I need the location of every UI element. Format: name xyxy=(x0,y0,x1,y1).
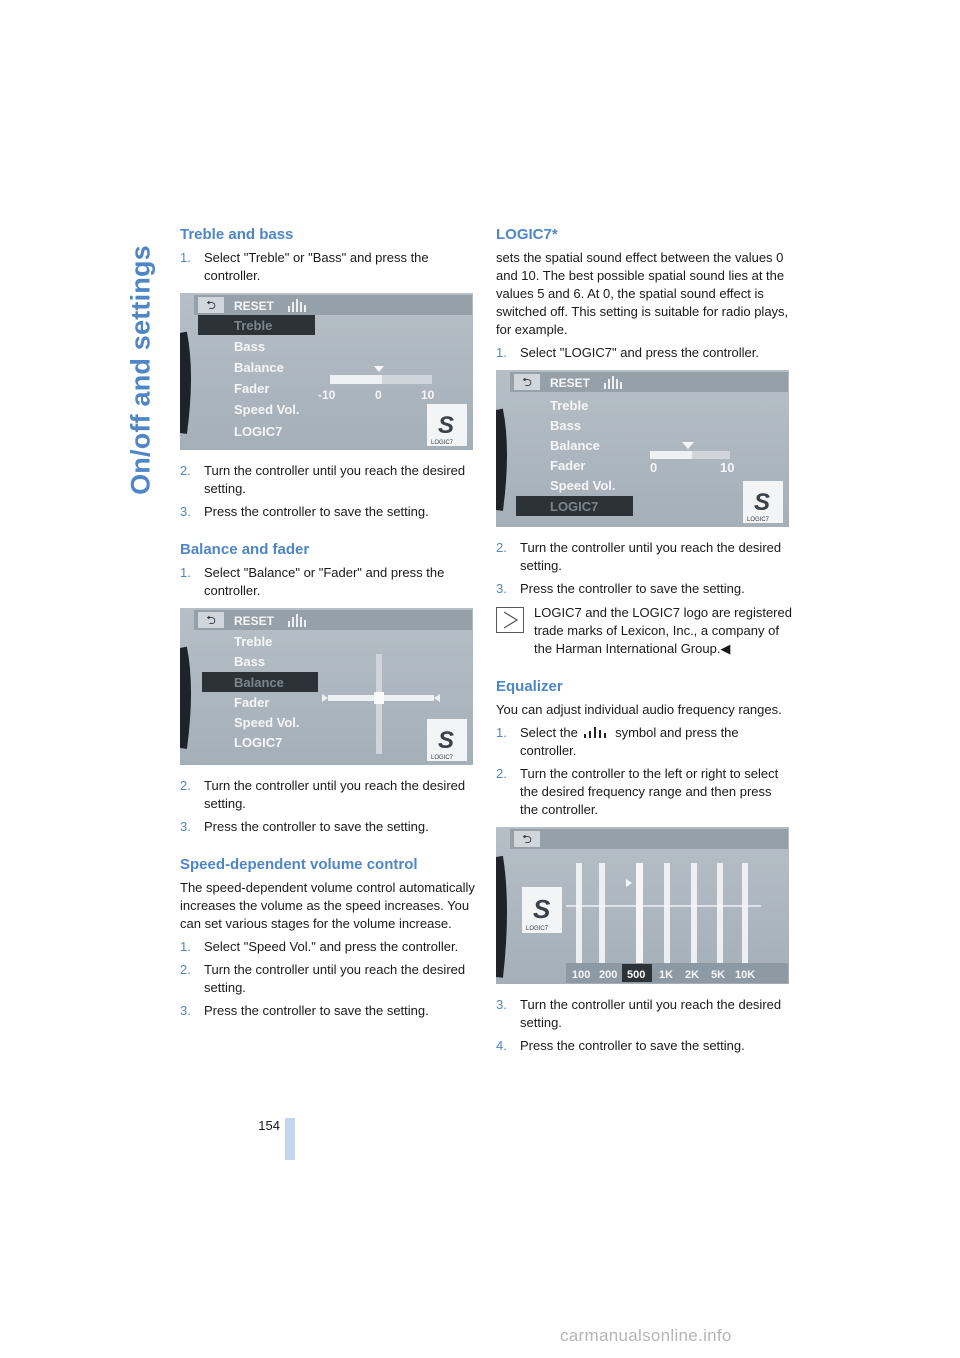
band-1k: 1K xyxy=(659,969,674,981)
equalizer-intro: You can adjust individual audio frequency ranges. xyxy=(496,702,782,717)
list-item: 1. Select "Speed Vol." and press the controller. xyxy=(180,939,459,954)
balance-fader-steps-b xyxy=(180,777,476,836)
menu-item-logic7: LOGIC7 xyxy=(234,424,283,439)
logic7-logo-icon: S xyxy=(438,412,455,439)
menu-item-fader: Fader xyxy=(234,381,270,396)
back-arrow-icon: ⮌ xyxy=(522,375,532,389)
band-10k: 10K xyxy=(735,969,756,981)
trademark-note xyxy=(496,604,792,658)
menu-item-speed-vol: Speed Vol. xyxy=(234,402,300,417)
right-column xyxy=(496,226,792,1061)
list-item: 1. Select "Treble" or "Bass" and press the controller. xyxy=(180,250,429,283)
band-200: 200 xyxy=(599,969,618,981)
equalizer-steps-a xyxy=(496,724,792,819)
list-item: 2. Turn the controller until you reach the desired setting. xyxy=(180,962,466,995)
menu-item-fader: Fader xyxy=(234,695,270,710)
band-2k: 2K xyxy=(685,969,700,981)
step-text-a: Select the xyxy=(520,725,578,740)
step-text: Turn the controller until you reach the desired setting. xyxy=(204,962,466,995)
list-item: 3. Press the controller to save the setting. xyxy=(180,504,429,519)
logic7-intro: sets the spatial sound effect between the values 0 and 10. The best possible spatial sound lies at the values 5 and 6. At 0, the spatial sound effect is switched off. This setting is suitable for radio plays, for example. xyxy=(496,250,789,337)
screenshot-equalizer xyxy=(496,827,789,984)
equalizer-steps-b xyxy=(496,996,792,1055)
logic7-logo-label: LOGIC7 xyxy=(431,755,454,761)
heading-treble-bass: Treble and bass xyxy=(180,226,294,243)
list-item: 2. Turn the controller until you reach the desired setting. xyxy=(180,463,466,496)
scale-min: -10 xyxy=(318,388,336,402)
equalizer-symbol-icon xyxy=(581,727,611,738)
step-text: Turn the controller until you reach the desired setting. xyxy=(520,540,782,573)
treble-bass-steps-a xyxy=(180,249,476,285)
list-item: 1. Select the symbol and press the controller. xyxy=(496,725,739,758)
menu-item-speed-vol: Speed Vol. xyxy=(550,478,616,493)
balance-fader-steps-a xyxy=(180,564,476,600)
watermark: carmanualsonline.info xyxy=(560,1326,732,1345)
menu-item-logic7: LOGIC7 xyxy=(550,499,599,514)
screenshot-treble-bass xyxy=(180,293,473,450)
band-selector-marker-icon xyxy=(626,879,632,887)
step-text: Select "Treble" or "Bass" and press the controller. xyxy=(204,250,429,283)
list-item: 3. Press the controller to save the setting. xyxy=(496,581,745,596)
back-arrow-icon: ⮌ xyxy=(206,298,216,312)
band-500: 500 xyxy=(627,969,646,981)
menu-item-bass: Bass xyxy=(234,339,266,354)
list-item: 2. Turn the controller until you reach the desired setting. xyxy=(180,778,466,811)
logic7-steps-b xyxy=(496,539,792,598)
reset-label: RESET xyxy=(550,376,591,390)
back-arrow-icon: ⮌ xyxy=(206,613,216,627)
back-arrow-icon: ⮌ xyxy=(522,832,532,846)
logic7-steps-a xyxy=(496,344,792,362)
screenshot-logic7 xyxy=(496,370,789,527)
reset-label: RESET xyxy=(234,614,275,628)
menu-item-treble: Treble xyxy=(550,398,589,413)
menu-item-fader: Fader xyxy=(550,458,586,473)
logic7-logo-label: LOGIC7 xyxy=(747,517,770,523)
page-number-bar xyxy=(285,1118,295,1160)
list-item: 1. Select "Balance" or "Fader" and press the controller. xyxy=(180,565,445,598)
menu-item-logic7: LOGIC7 xyxy=(234,735,283,750)
list-item: 4. Press the controller to save the setting. xyxy=(496,1038,745,1053)
step-text: Turn the controller until you reach the desired setting. xyxy=(204,463,466,496)
slider-marker-icon xyxy=(374,366,384,372)
step-text: Press the controller to save the setting. xyxy=(204,504,429,519)
band-100: 100 xyxy=(572,969,591,981)
logic7-logo-label: LOGIC7 xyxy=(431,440,454,446)
scale-min: 0 xyxy=(650,460,658,475)
slider-marker-icon xyxy=(682,442,694,449)
side-chapter-title xyxy=(126,230,156,510)
page-number: 154 xyxy=(258,1118,280,1133)
menu-item-bass: Bass xyxy=(550,418,582,433)
list-item: 3. Press the controller to save the setting. xyxy=(180,1003,429,1018)
menu-item-treble: Treble xyxy=(234,318,273,333)
balance-fader-crosshair xyxy=(322,654,440,754)
step-text: Select "Speed Vol." and press the controller. xyxy=(204,939,459,954)
menu-item-balance: Balance xyxy=(550,438,600,453)
reset-label: RESET xyxy=(234,299,275,313)
logic7-logo-icon: S xyxy=(754,489,771,516)
list-item: 1. Select "LOGIC7" and press the controller. xyxy=(496,345,760,360)
speed-volume-intro: The speed-dependent volume control automatically increases the volume as the speed increases. You can set various stages for the volume increase. xyxy=(180,880,475,931)
menu-item-balance: Balance xyxy=(234,360,284,375)
menu-item-treble: Treble xyxy=(234,634,273,649)
heading-equalizer: Equalizer xyxy=(496,678,563,695)
step-text: Press the controller to save the setting. xyxy=(204,1003,429,1018)
side-chapter-title-text: On/off and settings xyxy=(125,245,156,495)
screenshot-balance-fader xyxy=(180,608,473,765)
list-item: 2. Turn the controller until you reach the desired setting. xyxy=(496,540,782,573)
left-column xyxy=(180,226,476,1026)
note-text: LOGIC7 and the LOGIC7 logo are registered trade marks of Lexicon, Inc., a company of the Harman International Group.◀ xyxy=(534,605,792,656)
menu-item-balance: Balance xyxy=(234,675,284,690)
step-text: Press the controller to save the setting. xyxy=(520,581,745,596)
slider-bar xyxy=(330,375,432,384)
scale-max: 10 xyxy=(421,388,435,402)
list-item: 2. Turn the controller to the left or right to select the desired frequency range and then press the controller. xyxy=(496,766,779,817)
scale-max: 10 xyxy=(720,460,735,475)
list-item: 3. Press the controller to save the setting. xyxy=(180,819,429,834)
speed-volume-steps xyxy=(180,938,476,1020)
step-text: Press the controller to save the setting. xyxy=(204,819,429,834)
heading-balance-fader: Balance and fader xyxy=(180,541,310,558)
menu-item-speed-vol: Speed Vol. xyxy=(234,715,300,730)
list-item: 3. Turn the controller until you reach the desired setting. xyxy=(496,997,782,1030)
note-play-icon xyxy=(496,607,524,633)
logic7-logo-icon: S xyxy=(438,727,455,754)
step-text: Turn the controller until you reach the desired setting. xyxy=(204,778,466,811)
step-text-b: symbol and press the controller. xyxy=(520,725,739,758)
step-text: Select "Balance" or "Fader" and press the controller. xyxy=(204,565,445,598)
logic7-logo-icon: S xyxy=(533,894,551,924)
equalizer-sliders xyxy=(576,863,748,963)
scale-mid: 0 xyxy=(375,388,382,402)
step-text: Turn the controller until you reach the desired setting. xyxy=(520,997,782,1030)
treble-bass-steps-b xyxy=(180,462,476,521)
logic7-logo-label: LOGIC7 xyxy=(526,926,549,932)
menu-item-bass: Bass xyxy=(234,654,266,669)
step-text: Turn the controller to the left or right to select the desired frequency range and then press the controller. xyxy=(520,766,779,817)
band-5k: 5K xyxy=(711,969,726,981)
slider-bar xyxy=(650,451,730,459)
step-text: Press the controller to save the setting. xyxy=(520,1038,745,1053)
heading-speed-volume: Speed-dependent volume control xyxy=(180,856,418,873)
step-text: Select "LOGIC7" and press the controller. xyxy=(520,345,760,360)
heading-logic7: LOGIC7* xyxy=(496,226,558,243)
